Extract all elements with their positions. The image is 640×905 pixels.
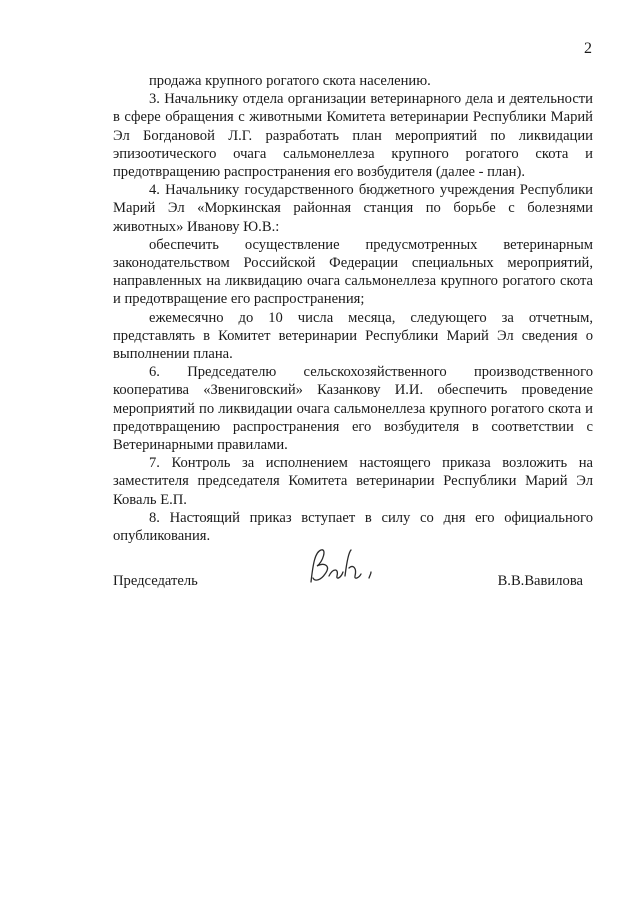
paragraph-item-4-sub-2: ежемесячно до 10 числа месяца, следующего за отчетным, представлять в Комитет ветеринарии Республики Марий Эл сведения о выполнении плана. bbox=[113, 309, 593, 363]
handwritten-signature bbox=[303, 542, 383, 592]
paragraph-item-8: 8. Настоящий приказ вступает в силу со дня его официального опубликования. bbox=[113, 509, 593, 545]
signatory-title: Председатель bbox=[113, 573, 198, 589]
paragraph-item-4: 4. Начальнику государственного бюджетного учреждения Республики Марий Эл «Моркинская районная станция по борьбе с болезнями животных» Иванову Ю.В.: bbox=[113, 182, 593, 235]
paragraph-item-7: 7. Контроль за исполнением настоящего приказа возложить на заместителя председателя Комитета ветеринарии Республики Марий Эл Коваль Е.П. bbox=[113, 455, 593, 508]
page-number: 2 bbox=[584, 40, 592, 57]
paragraph-item-3: 3. Начальнику отдела организации ветеринарного дела и деятельности в сфере обращения с животными Комитета ветеринарии Республики Марий Эл Богдановой Л.Г. разработать план мероприятий по ликвидации эпизоотического очага сальмонеллеза крупного рогатого скота и предотвращению распространения его возбудителя (далее - план). bbox=[113, 91, 593, 181]
paragraph-continuation: продажа крупного рогатого скота населению. bbox=[149, 73, 431, 89]
document-body bbox=[113, 72, 593, 545]
signatory-name: В.В.Вавилова bbox=[497, 573, 583, 589]
paragraph-item-4-sub-1: обеспечить осуществление предусмотренных ветеринарным законодательством Российской Федерации специальных мероприятий, направленных на ликвидацию очага сальмонеллеза крупного рогатого скота и предотвращение его распространения; bbox=[113, 236, 593, 308]
paragraph-item-6: 6. Председателю сельскохозяйственного производственного кооператива «Звениговский» Казанкову И.И. обеспечить проведение мероприятий по ликвидации очага сальмонеллеза крупного рогатого скота и предотвращению распространения его возбудителя в соответствии с Ветеринарными правилами. bbox=[113, 364, 593, 454]
